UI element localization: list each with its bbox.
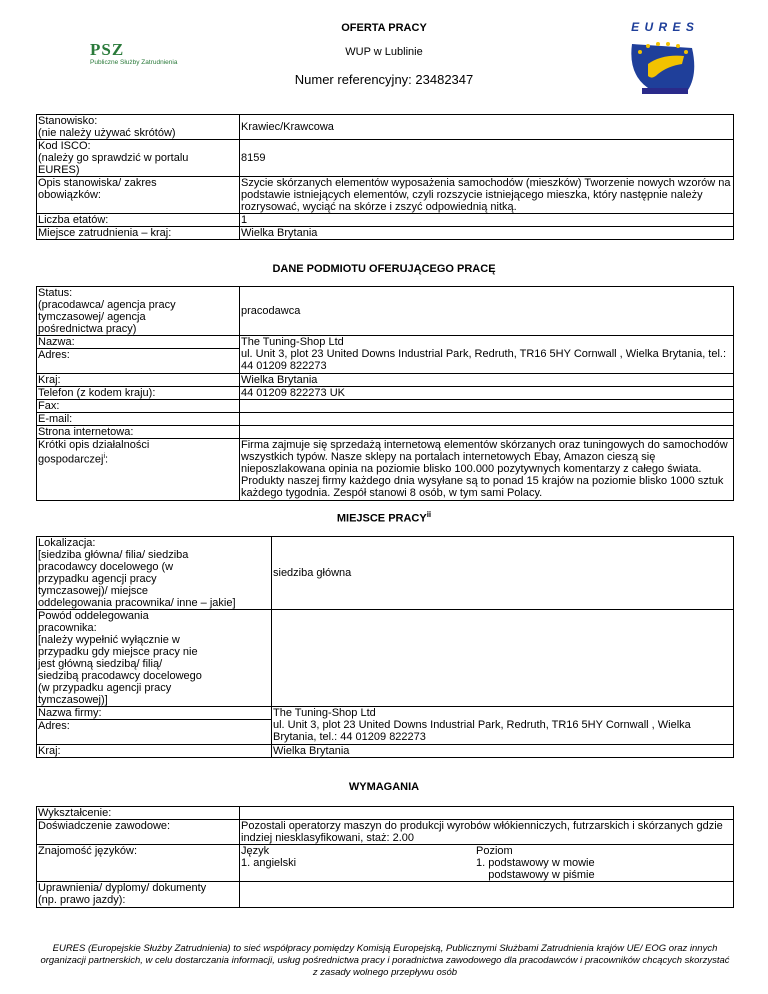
email-label: E-mail:: [37, 413, 240, 426]
employer-table: [36, 286, 734, 501]
business-label: Krótki opis działalności gospodarczej$^i$:: [37, 439, 240, 501]
fax-label: Fax:: [37, 400, 240, 413]
requirements-section-title: WYMAGANIA: [348, 781, 420, 793]
www-label: Strona internetowa:: [37, 426, 240, 439]
employer-section-title: DANE PODMIOTU OFERUJĄCEGO PRACĘ: [272, 263, 496, 275]
isco-value: 8159: [240, 140, 734, 177]
workplace-country-label: Kraj:: [37, 745, 272, 758]
phone-value: 44 01209 822273 UK: [240, 387, 734, 400]
name-address-labels: [37, 336, 240, 374]
fax-value: [240, 400, 734, 413]
job-table: [36, 114, 734, 240]
name-address-value: The Tuning-Shop Ltd ul. Unit 3, plot 23 United Downs Industrial Park, Redruth, TR16 5HY Cornwall , Wielka Brytania, tel.: 44 01209 822273: [240, 336, 734, 374]
workplace-country-value: Wielka Brytania: [272, 745, 734, 758]
email-value: [240, 413, 734, 426]
status-value: pracodawca: [240, 287, 734, 336]
languages-label: Znajomość języków:: [37, 845, 240, 882]
psz-logo-text: PSZ: [90, 40, 125, 59]
level-header: Poziom: [476, 845, 513, 857]
position-value: Krawiec/Krawcowa: [240, 115, 734, 140]
place-value: Wielka Brytania: [240, 227, 734, 240]
status-label: Status: (pracodawca/ agencja pracy tymczasowej/ agencja pośrednictwa pracy): [37, 287, 240, 336]
description-value: Szycie skórzanych elementów wyposażenia samochodów (mieszków) Tworzenie nowych wzorów na podstawie istniejących elementów, czyli rozszycie istniejącego mieszka, który następnie należy rozrysować, wyciąć na skórze i zszyć odpowiednią nitką.: [240, 177, 734, 214]
workplace-section-title: MIEJSCE PRACY$^{ii}$: [336, 510, 432, 525]
fte-value: 1: [240, 214, 734, 227]
location-value: siedziba główna: [272, 537, 734, 610]
workplace-address-label: Adres:: [38, 720, 70, 732]
address-label: Adres:: [38, 349, 70, 361]
reference-number: Numer referencyjny: 23482347: [294, 72, 474, 87]
language-header: Język: [241, 845, 270, 857]
isco-label: Kod ISCO: (należy go sprawdzić w portalu EURES): [37, 140, 240, 177]
eures-hand-stars-icon: [618, 34, 708, 98]
permits-value: [240, 882, 734, 908]
eures-logo: [618, 20, 708, 100]
experience-label: Doświadczenie zawodowe:: [37, 820, 240, 845]
reason-value: [272, 610, 734, 707]
place-label: Miejsce zatrudnienia – kraj:: [37, 227, 240, 240]
psz-tagline: Publiczne Służby Zatrudnienia: [90, 59, 178, 66]
location-label: Lokalizacja: [siedziba główna/ filia/ siedziba pracodawcy docelowego (w przypadku agencji pracy tymczasowej)/ miejsce oddelegowania pracownika/ inne – jakie]: [37, 537, 272, 610]
office-name: WUP w Lublinie: [345, 46, 423, 58]
footer-text: EURES (Europejskie Służby Zatrudnienia) to sieć współpracy pomiędzy Komisją Europejską, Publicznymi Służbami Zatrudnienia krajów UE/ EOG oraz innych organizacji partnerskich, w celu dostarczania informacji, usług pośrednictwa pracy i poradnictwa zawodowego dla pracodawców i pracowników chcących skorzystać z zasady wolnego przepływu osób: [40, 943, 730, 978]
description-label: Opis stanowiska/ zakres obowiązków:: [37, 177, 240, 214]
name-label: Nazwa:: [37, 336, 239, 349]
experience-value: Pozostali operatorzy maszyn do produkcji wyrobów włókienniczych, futrzarskich i skórzanych gdzie indziej niesklasyfikowani, staż: 2.00: [240, 820, 734, 845]
company-address-labels: [37, 707, 272, 745]
country-value: Wielka Brytania: [240, 374, 734, 387]
company-address-value: The Tuning-Shop Ltd ul. Unit 3, plot 23 United Downs Industrial Park, Redruth, TR16 5HY Cornwall , Wielka Brytania, tel.: 44 01209 822273: [272, 707, 734, 745]
business-value: Firma zajmuje się sprzedażą internetową elementów skórzanych oraz tuningowych do samochodów wszystkich typów. Nasze sklepy na portalach internetowych Ebay, Amazon cieszą się nieposzlakowana opinia na poziomie blisko 100.000 pozytywnych komentarzy z całego świata. Produkty naszej firmy każdego dnia wysyłane są to ponad 15 krajów na poziomie blisko 1000 sztuk każdego tygodnia. Zespół stanowi 8 osób, w tym sami Polacy.: [240, 439, 734, 501]
level-item: 1. podstawowy w mowie podstawowy w piśmie: [476, 857, 595, 881]
www-value: [240, 426, 734, 439]
eures-logo-text: E U R E S: [631, 20, 695, 34]
language-item: 1. angielski: [241, 857, 297, 869]
requirements-table: [36, 806, 734, 908]
education-label: Wykształcenie:: [37, 807, 240, 820]
workplace-table: [36, 536, 734, 758]
reason-label: Powód oddelegowania pracownika: [należy wypełnić wyłącznie w przypadku gdy miejsce pracy nie jest główną siedzibą/ filią/ siedzibą pracodawcy docelowego (w przypadku agencji pracy tymczasowej)]: [37, 610, 272, 707]
company-label: Nazwa firmy:: [37, 707, 271, 720]
document-title: OFERTA PRACY: [341, 22, 427, 34]
position-label: Stanowisko: (nie należy używać skrótów): [37, 115, 240, 140]
languages-value: [240, 845, 734, 882]
country-label: Kraj:: [37, 374, 240, 387]
language-column: [241, 845, 476, 881]
phone-label: Telefon (z kodem kraju):: [37, 387, 240, 400]
level-column: [476, 845, 595, 881]
permits-label: Uprawnienia/ dyplomy/ dokumenty (np. prawo jazdy):: [37, 882, 240, 908]
education-value: [240, 807, 734, 820]
fte-label: Liczba etatów:: [37, 214, 240, 227]
